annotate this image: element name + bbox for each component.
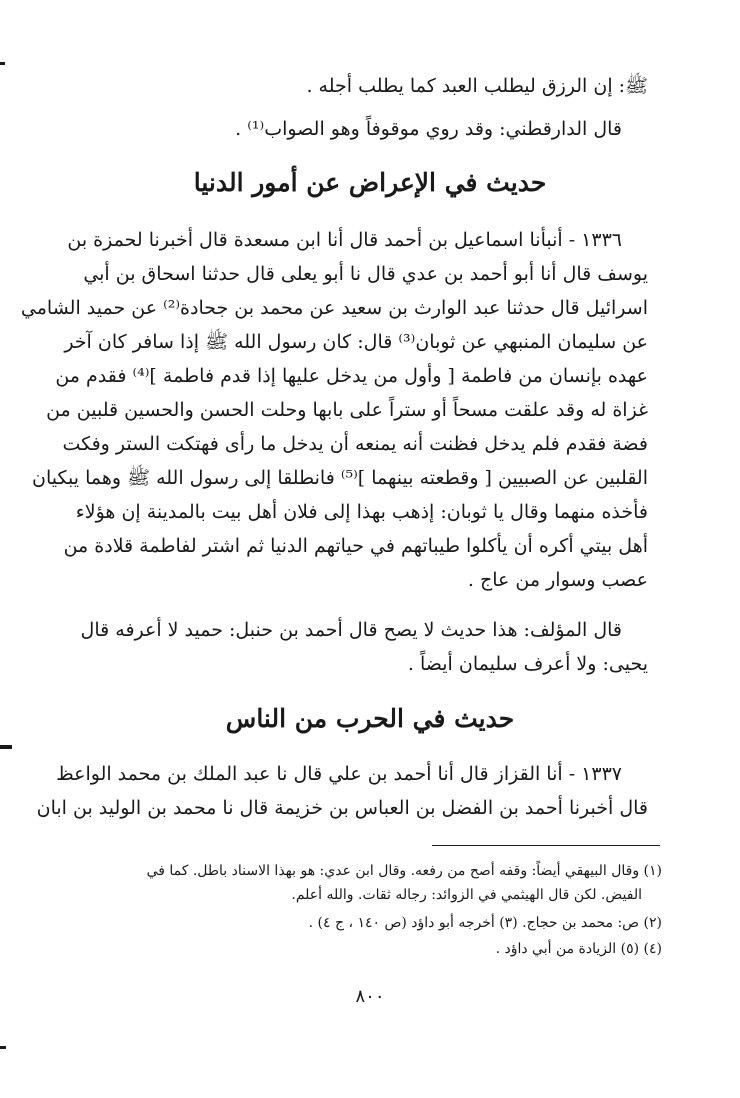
text-line: قال المؤلف: هذا حديث لا يصح قال أحمد بن حنبل: حميد لا أعرفه قال	[80, 619, 622, 641]
text-line: قال أخبرنا أحمد بن الفضل بن العباس بن خزيمة قال نا محمد بن الوليد بن ابان	[36, 797, 648, 819]
text-line: ١٣٣٦ - أنبأنا اسماعيل بن أحمد قال أنا ابن مسعدة قال أخبرنا لحمزة بن	[67, 229, 622, 251]
text-line: أهل بيتي أكره أن يأكلوا طيباتهم في حياتهم الدنيا ثم اشتر لفاطمة قلادة من	[63, 535, 648, 557]
text-line: عن سليمان المنبهي عن ثوبان⁽³⁾ قال: كان رسول الله ﷺ إذا سافر كان آخر	[64, 331, 648, 353]
text-line: يحيى: ولا أعرف سليمان أيضاً .	[407, 653, 648, 675]
section-heading-2: حديث في الحرب من الناس	[225, 704, 515, 733]
text-line: عهده بإنسان من فاطمة [ وأول من يدخل عليها إذا قدم فاطمة ]⁽⁴⁾ فقدم من	[55, 365, 648, 387]
footnote-line: الفيض. لكن قال الهيثمي في الزوائد: رجاله ثقات. والله أعلم.	[291, 887, 642, 903]
footnote-separator	[432, 845, 660, 846]
text-line: فأخذه منهما وقال يا ثوبان: إذهب بهذا إلى فلان أهل بيت بالمدينة إن هؤلاء	[75, 501, 648, 523]
section-heading-1: حديث في الإعراض عن أمور الدنيا	[193, 168, 547, 197]
text-line: فضة فقدم فلم يدخل فظنت أنه يمنعه أن يدخل ما رأى فهتكت الستر وفكت	[62, 433, 648, 455]
intro-line-1: ﷺ: إن الرزق ليطلب العبد كما يطلب أجله .	[306, 75, 648, 97]
scan-edge-mark	[0, 745, 12, 749]
footnote-line: (٢) ص: محمد بن حجاج. (٣) أخرجه أبو داؤد (ص ١٤٠ ، ج ٤) .	[308, 915, 662, 931]
intro-line-2: قال الدارقطني: وقد روي موقوفاً وهو الصواب⁽¹⁾ .	[235, 118, 622, 140]
footnote-line: (١) وقال البيهقي أيضاً: وقفه أصح من رفعه. وقال ابن عدي: هو بهذا الاسناد باطل. كما في	[146, 863, 662, 879]
text-line: ١٣٣٧ - أنا القزاز قال أنا أحمد بن علي قال نا عبد الملك بن محمد الواعظ	[56, 763, 622, 785]
page-number: ٨٠٠	[355, 986, 385, 1007]
scan-edge-mark	[0, 1046, 6, 1049]
text-line: عصب وسوار من عاج .	[467, 569, 648, 591]
text-line: القلبين عن الصبيين [ وقطعته بينهما ]⁽⁵⁾ فانطلقا إلى رسول الله ﷺ وهما يبكيان	[32, 467, 648, 489]
footnote-line: (٤) (٥) الزيادة من أبي داؤد .	[495, 941, 662, 957]
text-line: يوسف قال أنا أبو أحمد بن عدي قال نا أبو يعلى قال حدثنا اسحاق بن أبي	[83, 263, 648, 285]
scan-edge-mark	[0, 62, 5, 65]
text-line: اسرائيل قال حدثنا عبد الوارث بن سعيد عن محمد بن جحادة⁽²⁾ عن حميد الشامي	[20, 297, 648, 319]
text-line: غزاة له وقد علقت مسحاً أو ستراً على بابها وحلت الحسن والحسين قلبين من	[46, 399, 648, 421]
